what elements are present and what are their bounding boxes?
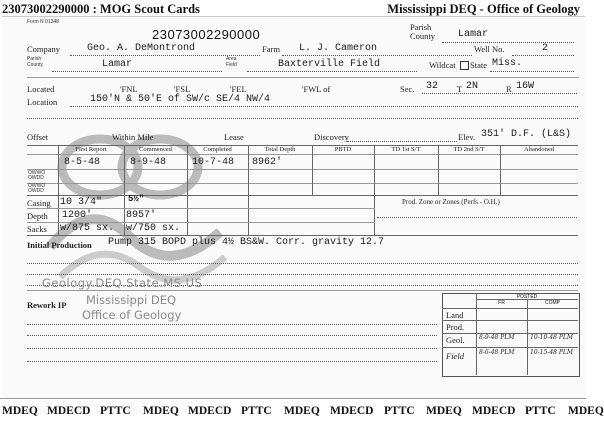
th-td-2nd: TD 2nd S/T <box>453 146 485 153</box>
depth-label: Depth <box>27 211 48 221</box>
r-value: 16W <box>516 81 535 92</box>
field-comp-initials: 10-15-48 PLM <box>530 349 574 356</box>
initial-production-label: Initial Production <box>27 240 92 250</box>
field-fr-initials: 8-6-48 PLM <box>479 349 515 356</box>
posted-fr: FR <box>498 300 505 306</box>
fel-label: 'FEL <box>230 84 247 94</box>
sacks-2: w/750 sx. <box>126 223 181 234</box>
footer-item: MDEQ <box>426 405 462 417</box>
parish-value: Lamar <box>102 59 133 70</box>
th-commenced: Commenced <box>139 146 172 153</box>
company-label: Company <box>27 44 61 54</box>
footer-strip <box>0 399 604 422</box>
state-value: Miss. <box>492 58 523 69</box>
company-value: Geo. A. DeMontrond <box>87 43 196 54</box>
form-number: Form N 01348 <box>27 19 59 25</box>
footer-item: PTTC <box>241 405 272 417</box>
parish-small-label: Parish County <box>27 56 43 68</box>
wildcat-label: Wildcat <box>429 60 456 70</box>
state-label: State <box>470 60 487 70</box>
sec-label: Sec. <box>400 84 415 94</box>
footer-item: MDECD <box>330 405 374 417</box>
discovery-label: Discovery <box>314 132 349 142</box>
footer-item: PTTC <box>100 405 131 417</box>
elev-value: 351' D.F. (L&S) <box>481 129 572 140</box>
depth-1: 1200' <box>62 210 93 221</box>
sec-value: 32 <box>426 81 439 92</box>
posted-land: Land <box>446 310 464 320</box>
location-value: 150'N & 50'E of SW/c SE/4 NW/4 <box>90 94 271 105</box>
scout-card <box>2 16 585 399</box>
th-td-1st: TD 1st S/T <box>391 146 421 153</box>
area-field-label: Area Field <box>226 56 237 68</box>
posted-prod: Prod. <box>446 322 465 332</box>
completed-value: 10-7-48 <box>192 157 235 168</box>
th-first-report: First Report <box>75 146 107 153</box>
casing-1: 10 3/4" <box>60 197 103 208</box>
owwo-label-1: OWWO OWDD <box>28 170 46 181</box>
watermark-line2: Office of Geology <box>82 308 182 322</box>
sacks-label: Sacks <box>27 224 47 234</box>
casing-2: 5½" <box>128 194 145 204</box>
geol-comp-initials: 10-10-48 PLM <box>530 334 574 341</box>
total-depth-value: 8962' <box>252 157 283 168</box>
posted-comp: COMP <box>545 300 560 306</box>
footer-item: MDEQ <box>284 405 320 417</box>
sacks-1: w/875 sx. <box>60 223 115 234</box>
posted-title: POSTED <box>516 294 538 300</box>
footer-item: MDEQ <box>2 405 38 417</box>
footer-item: MDECD <box>47 405 91 417</box>
elev-label: Elev. <box>458 132 476 142</box>
api-number: 23073002290000 <box>152 27 261 42</box>
fwl-label: 'FWL of <box>302 84 331 94</box>
watermark-url: Geology.DEQ.State.MS.US <box>42 276 203 290</box>
fnl-label: 'FNL <box>120 84 138 94</box>
t-label: T <box>457 84 463 94</box>
farm-label: Farm <box>262 44 280 54</box>
geol-fr-initials: 8-9-48 PLM <box>479 334 515 341</box>
offset-label: Offset <box>27 132 49 142</box>
owwo-label-2: OWWO OWDD <box>28 183 46 194</box>
footer-item: PTTC <box>384 405 415 417</box>
th-total-depth: Total Depth <box>264 146 296 153</box>
depth-2: 8957' <box>126 210 157 221</box>
footer-item: PTTC <box>525 405 556 417</box>
field-value: Baxterville Field <box>278 59 381 70</box>
county-value: Lamar <box>458 29 489 40</box>
located-label: Located <box>27 84 55 94</box>
r-label: R <box>506 84 512 94</box>
t-value: 2N <box>466 81 479 92</box>
document-title: 23073002290000 : MOG Scout Cards <box>2 2 200 16</box>
well-no-value: 2 <box>542 43 549 54</box>
th-completed: Completed <box>203 146 232 153</box>
footer-item: MDEQ <box>568 405 604 417</box>
rework-label: Rework IP <box>27 300 67 310</box>
lease-label: Lease <box>224 132 244 142</box>
agency-title: Mississippi DEQ - Office of Geology <box>387 2 580 16</box>
footer-item: MDECD <box>472 405 516 417</box>
posted-field: Field <box>446 351 464 361</box>
casing-label: Casing <box>27 198 51 208</box>
fsl-label: 'FSL <box>174 84 191 94</box>
th-pbtd: PBTD <box>334 146 352 153</box>
initial-production-value: Pump 315 BOPD plus 4½ BS&W. Corr. gravity 12.7 <box>108 237 385 248</box>
th-abandoned: Abandoned <box>524 146 554 153</box>
parish-county-label: Parish County <box>410 22 436 41</box>
footer-item: MDEQ <box>143 405 179 417</box>
commenced-value: 8-9-48 <box>130 157 167 168</box>
first-report-value: 8-5-48 <box>64 157 101 168</box>
well-no-label: Well No. <box>474 44 505 54</box>
watermark-line1: Mississippi DEQ <box>86 293 177 307</box>
prod-zone-label: Prod. Zone or Zones (Perfs - O.H.) <box>402 198 500 206</box>
within-mile-label: Within Mile <box>112 132 154 142</box>
wildcat-checkbox <box>460 61 469 70</box>
location-label: Location <box>27 97 58 107</box>
farm-value: L. J. Cameron <box>299 43 378 54</box>
footer-item: MDECD <box>188 405 232 417</box>
posted-geol: Geol. <box>446 335 465 345</box>
